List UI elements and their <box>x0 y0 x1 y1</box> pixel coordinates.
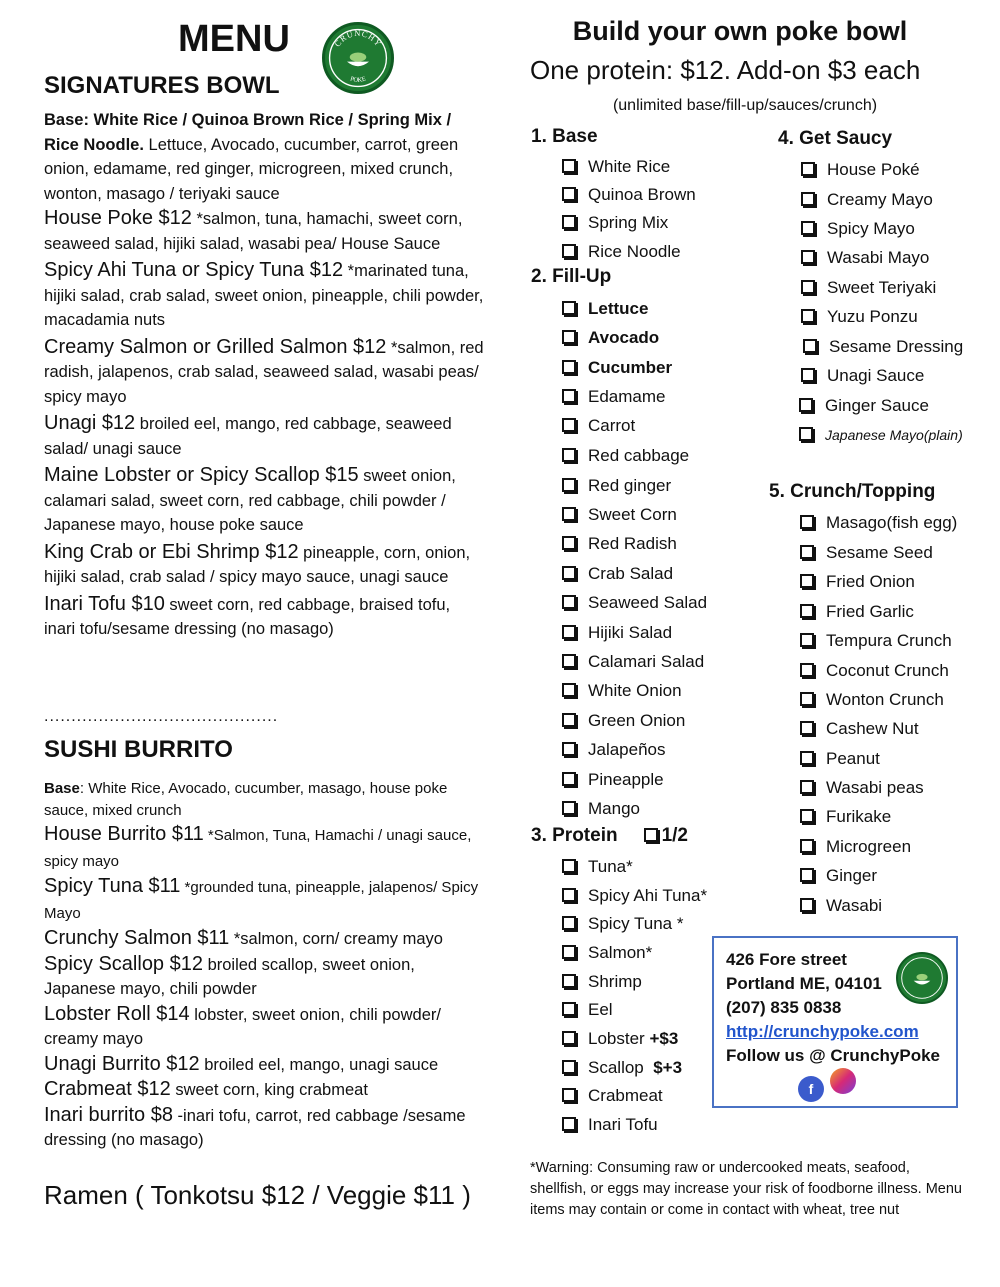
option-creamy-mayo[interactable] <box>801 188 933 212</box>
option-avocado[interactable] <box>562 326 659 350</box>
checkbox-icon[interactable] <box>562 301 576 315</box>
option-hijiki-salad[interactable] <box>562 621 672 645</box>
option-label: Wasabi <box>826 896 883 915</box>
item-name: Spicy Scallop $12 <box>44 952 203 975</box>
option-label: House Poké <box>827 160 920 179</box>
option-red-cabbage[interactable] <box>562 444 689 468</box>
item-desc: -inari tofu, carrot, red cabbage /sesame dressing (no masago) <box>44 1106 466 1149</box>
checkbox-icon[interactable] <box>801 250 815 264</box>
checkbox-icon[interactable] <box>562 772 576 786</box>
option-label: Wonton Crunch <box>826 690 944 709</box>
checkbox-icon[interactable] <box>562 159 576 173</box>
option-sweet-corn[interactable] <box>562 503 677 527</box>
option-label: Japanese Mayo(plain) <box>825 427 963 443</box>
checkbox-icon[interactable] <box>800 809 814 823</box>
checkbox-icon[interactable] <box>562 916 576 930</box>
checkbox-icon[interactable] <box>562 215 576 229</box>
checkbox-icon[interactable] <box>562 1060 576 1074</box>
logo-text-top: CRUNCHY <box>332 28 384 49</box>
option-crabmeat[interactable] <box>562 1084 663 1108</box>
checkbox-icon[interactable] <box>800 780 814 794</box>
item-name: Spicy Tuna $11 <box>44 875 181 897</box>
option-sesame-seed[interactable] <box>800 541 933 565</box>
option-label: Spicy Tuna * <box>588 914 684 933</box>
option-label: Cucumber <box>588 358 673 377</box>
checkbox-icon[interactable] <box>562 595 576 609</box>
option-label: Fried Onion <box>826 572 915 591</box>
option-label: Masago(fish egg) <box>826 513 958 532</box>
dotted-separator: ........................................... <box>44 708 279 725</box>
option-spicy-mayo[interactable] <box>801 217 915 241</box>
option-wasabi-peas[interactable] <box>800 776 924 800</box>
checkbox-icon[interactable] <box>800 604 814 618</box>
list-item <box>44 874 484 926</box>
option-spicy-tuna[interactable] <box>562 912 683 936</box>
instagram-icon[interactable] <box>830 1068 856 1094</box>
bur-base-rest: : White Rice, Avocado, cucumber, masago, house poke sauce, mixed crunch <box>44 780 448 819</box>
item-desc: pineapple, corn, onion, hijiki salad, crab salad / spicy mayo sauce, unagi sauce <box>44 543 471 586</box>
checkbox-icon[interactable] <box>562 974 576 988</box>
checkbox-icon[interactable] <box>800 663 814 677</box>
item-desc: *grounded tuna, pineapple, jalapenos/ Spicy Mayo <box>44 879 479 922</box>
option-unagi-sauce[interactable] <box>801 364 924 388</box>
option-label: Green Onion <box>588 711 686 730</box>
checkbox-icon[interactable] <box>801 192 815 206</box>
checkbox-icon[interactable] <box>562 566 576 580</box>
item-desc: broiled scallop, sweet onion, Japanese mayo, chili powder <box>44 955 415 998</box>
social-icons <box>798 1068 862 1102</box>
checkbox-icon[interactable] <box>800 545 814 559</box>
protein-half-label: 1/2 <box>661 825 688 846</box>
option-label: Tuna* <box>588 857 633 876</box>
checkbox-icon[interactable] <box>800 751 814 765</box>
option-jalapenos[interactable] <box>562 738 666 762</box>
option-label: Peanut <box>826 749 880 768</box>
crunch-heading: 5. Crunch/Topping <box>769 481 936 502</box>
option-label: Sweet Teriyaki <box>827 278 937 297</box>
checkbox-icon[interactable] <box>562 1002 576 1016</box>
list-item <box>44 411 484 461</box>
option-label: Pineapple <box>588 770 664 789</box>
option-label: Sweet Corn <box>588 505 677 524</box>
checkbox-icon[interactable] <box>562 888 576 902</box>
option-label: Rice Noodle <box>588 242 681 261</box>
option-label: Red cabbage <box>588 446 690 465</box>
sig-base-rest: Lettuce, Avocado, cucumber, carrot, green onion, edamame, red ginger, microgreen, mixed crunch, wonton, masago / teriyaki sauce <box>44 135 459 203</box>
option-eel[interactable] <box>562 998 613 1022</box>
list-item <box>44 822 484 874</box>
list-item <box>44 1052 484 1078</box>
option-rice-noodle[interactable] <box>562 240 681 264</box>
checkbox-icon[interactable] <box>562 389 576 403</box>
option-label: Crab Salad <box>588 564 674 583</box>
checkbox-icon[interactable] <box>562 360 576 374</box>
list-item <box>44 258 484 333</box>
item-name: Lobster Roll $14 <box>44 1002 190 1025</box>
checkbox-icon[interactable] <box>801 309 815 323</box>
option-label: Shrimp <box>588 972 642 991</box>
checkbox-icon[interactable] <box>562 945 576 959</box>
option-label: Yuzu Ponzu <box>827 307 918 326</box>
checkbox-icon[interactable] <box>562 330 576 344</box>
option-yuzu-ponzu[interactable] <box>801 305 918 329</box>
option-fried-garlic[interactable] <box>800 600 914 624</box>
ramen-line: Ramen ( Tonkotsu $12 / Veggie $11 ) <box>44 1180 471 1210</box>
option-label: Salmon* <box>588 943 653 962</box>
item-name: Inari burrito $8 <box>44 1103 173 1126</box>
option-label: Carrot <box>588 416 636 435</box>
option-wonton-crunch[interactable] <box>800 688 944 712</box>
checkbox-icon[interactable] <box>562 1117 576 1131</box>
item-desc: *salmon, tuna, hamachi, sweet corn, seaweed salad, hijiki salad, wasabi pea/ House Sauce <box>44 210 463 253</box>
item-name: Maine Lobster or Spicy Scallop $15 <box>44 464 359 486</box>
checkbox-icon[interactable] <box>800 868 814 882</box>
build-bowl-note: (unlimited base/fill-up/sauces/crunch) <box>612 97 878 114</box>
option-fried-onion[interactable] <box>800 570 915 594</box>
option-wasabi-mayo[interactable] <box>801 246 929 270</box>
list-item <box>44 1103 484 1153</box>
option-white-rice[interactable] <box>562 155 670 179</box>
scallop-extra-price: $+3 <box>653 1058 683 1077</box>
option-label: Inari Tofu <box>588 1115 658 1134</box>
option-wasabi[interactable] <box>800 894 882 918</box>
checkbox-icon[interactable] <box>801 162 815 176</box>
lobster-extra-price: +$3 <box>649 1029 679 1048</box>
option-label: Creamy Mayo <box>827 190 933 209</box>
option-label: Quinoa Brown <box>588 185 696 204</box>
checkbox-icon[interactable] <box>562 478 576 492</box>
option-shrimp[interactable] <box>562 970 642 994</box>
option-red-ginger[interactable] <box>562 474 671 498</box>
checkbox-icon[interactable] <box>562 625 576 639</box>
crunchy-poke-logo-small <box>896 952 948 1004</box>
list-item <box>44 540 484 590</box>
option-label: Eel <box>588 1000 613 1019</box>
item-name: Creamy Salmon or Grilled Salmon $12 <box>44 335 387 358</box>
bur-base-label: Base <box>44 780 80 797</box>
checkbox-icon[interactable] <box>801 280 815 294</box>
item-desc: *salmon, corn/ creamy mayo <box>229 930 443 948</box>
item-name: House Burrito $11 <box>44 823 204 845</box>
option-white-onion[interactable] <box>562 679 682 703</box>
checkbox-icon[interactable] <box>562 1031 576 1045</box>
item-desc: sweet onion, calamari salad, sweet corn, red cabbage, chili powder / Japanese mayo, house poke sauce <box>44 467 456 534</box>
option-label: Mango <box>588 799 640 818</box>
checkbox-icon[interactable] <box>800 633 814 647</box>
checkbox-icon[interactable] <box>800 515 814 529</box>
list-item <box>44 206 484 256</box>
option-crab-salad[interactable] <box>562 562 673 586</box>
checkbox-icon[interactable] <box>562 713 576 727</box>
item-name: Spicy Ahi Tuna or Spicy Tuna $12 <box>44 259 344 281</box>
checkbox-icon[interactable] <box>562 448 576 462</box>
food-warning: *Warning: Consuming raw or undercooked meats, seafood, shellfish, or eggs may increase your risk of foodborne illness. Menu items may contain or come in contact with wheat, tree nut <box>530 1160 962 1218</box>
option-red-radish[interactable] <box>562 532 677 556</box>
list-item <box>44 463 484 538</box>
checkbox-icon[interactable] <box>799 427 813 441</box>
option-ginger[interactable] <box>800 864 877 888</box>
option-quinoa-brown[interactable] <box>562 183 696 207</box>
logo-text-bottom: POKE <box>349 75 367 84</box>
item-name: King Crab or Ebi Shrimp $12 <box>44 540 299 563</box>
option-green-onion[interactable] <box>562 709 685 733</box>
item-name: House Poke $12 <box>44 207 192 229</box>
option-label: Lobster <box>588 1029 645 1048</box>
protein-heading-label: 3. Protein <box>531 825 618 846</box>
list-item <box>44 1077 484 1103</box>
checkbox-icon[interactable] <box>801 221 815 235</box>
checkbox-icon[interactable] <box>562 187 576 201</box>
option-peanut[interactable] <box>800 747 880 771</box>
signature-items-list <box>44 206 484 644</box>
checkbox-icon[interactable] <box>800 898 814 912</box>
option-mango[interactable] <box>562 797 640 821</box>
option-label: Spicy Mayo <box>827 219 915 238</box>
option-label: Unagi Sauce <box>827 366 925 385</box>
option-ginger-sauce[interactable] <box>799 394 929 418</box>
sig-base-options: : White Rice / Quinoa Brown Rice / Spring Mix / Rice Noodle. <box>44 111 452 154</box>
checkbox-icon[interactable] <box>562 801 576 815</box>
option-label: Crabmeat <box>588 1086 663 1105</box>
option-label: Spicy Ahi Tuna* <box>588 886 708 905</box>
option-inari-tofu[interactable] <box>562 1113 658 1137</box>
item-desc: sweet corn, red cabbage, braised tofu, inari tofu/sesame dressing (no masago) <box>44 595 451 638</box>
checkbox-icon[interactable] <box>562 536 576 550</box>
checkbox-icon[interactable] <box>800 721 814 735</box>
option-seaweed-salad[interactable] <box>562 591 707 615</box>
option-label: Red ginger <box>588 476 672 495</box>
option-label: Seaweed Salad <box>588 593 708 612</box>
option-furikake[interactable] <box>800 805 891 829</box>
checkbox-icon[interactable] <box>562 244 576 258</box>
svg-text:CRUNCHY <box>333 29 383 49</box>
option-tempura-crunch[interactable] <box>800 629 952 653</box>
phone-number: (207) 835 0838 <box>726 998 842 1017</box>
menu-title: MENU <box>178 18 290 60</box>
option-label: Sesame Seed <box>826 543 933 562</box>
base-heading: 1. Base <box>531 126 598 147</box>
checkbox-icon[interactable] <box>562 859 576 873</box>
item-desc: *marinated tuna, hijiki salad, crab salad, sweet onion, pineapple, chili powder, macadamia nuts <box>44 262 484 329</box>
checkbox-icon[interactable] <box>562 654 576 668</box>
checkbox-icon[interactable] <box>803 339 817 353</box>
item-name: Unagi $12 <box>44 412 136 434</box>
option-sweet-teriyaki[interactable] <box>801 276 936 300</box>
option-tuna[interactable] <box>562 855 633 879</box>
option-label: Calamari Salad <box>588 652 705 671</box>
option-label: Avocado <box>588 328 660 347</box>
burrito-items-list <box>44 822 484 1153</box>
fillup-heading: 2. Fill-Up <box>531 266 612 287</box>
option-label: Fried Garlic <box>826 602 914 621</box>
option-label: Hijiki Salad <box>588 623 673 642</box>
list-item <box>44 952 484 1002</box>
checkbox-icon[interactable] <box>562 1088 576 1102</box>
item-name: Unagi Burrito $12 <box>44 1052 200 1075</box>
option-label: Red Radish <box>588 534 677 553</box>
build-bowl-price: One protein: $12. Add-on $3 each <box>530 55 921 85</box>
item-desc: *Salmon, Tuna, Hamachi / unagi sauce, spicy mayo <box>44 827 472 870</box>
signatures-heading: SIGNATURES BOWL <box>44 72 280 99</box>
option-scallop[interactable] <box>562 1056 682 1080</box>
option-japanese-mayo[interactable] <box>799 423 963 447</box>
checkbox-icon[interactable] <box>562 507 576 521</box>
checkbox-icon[interactable] <box>562 683 576 697</box>
checkbox-icon[interactable] <box>800 839 814 853</box>
website-link[interactable]: http://crunchypoke.com <box>726 1022 919 1041</box>
signatures-base-text <box>44 108 484 206</box>
option-carrot[interactable] <box>562 414 635 438</box>
saucy-heading: 4. Get Saucy <box>778 128 893 149</box>
option-microgreen[interactable] <box>800 835 911 859</box>
crunchy-poke-logo <box>322 22 394 94</box>
option-label: Wasabi peas <box>826 778 924 797</box>
checkbox-icon[interactable] <box>800 574 814 588</box>
checkbox-icon[interactable] <box>799 398 813 412</box>
address-line1: 426 Fore street <box>726 950 847 969</box>
option-house-poke[interactable] <box>801 158 920 182</box>
option-salmon[interactable] <box>562 941 652 965</box>
option-label: Wasabi Mayo <box>827 248 930 267</box>
item-name: Inari Tofu $10 <box>44 592 165 615</box>
option-lettuce[interactable] <box>562 297 648 321</box>
checkbox-icon[interactable] <box>801 368 815 382</box>
option-label: Tempura Crunch <box>826 631 952 650</box>
list-item <box>44 1002 484 1052</box>
item-name: Crunchy Salmon $11 <box>44 927 230 949</box>
option-label: White Rice <box>588 157 671 176</box>
address-line2: Portland ME, 04101 <box>726 974 882 993</box>
burrito-base-text <box>44 778 484 822</box>
option-label: Sesame Dressing <box>829 337 964 356</box>
option-label: Jalapeños <box>588 740 666 759</box>
item-desc: sweet corn, king crabmeat <box>170 1081 368 1099</box>
protein-heading <box>531 825 688 847</box>
list-item <box>44 592 484 642</box>
item-name: Crabmeat $12 <box>44 1078 171 1100</box>
item-desc: broiled eel, mango, unagi sauce <box>199 1055 439 1074</box>
option-cashew-nut[interactable] <box>800 717 919 741</box>
facebook-icon[interactable]: f <box>798 1076 824 1102</box>
option-label: Lettuce <box>588 299 649 318</box>
option-label: Microgreen <box>826 837 912 856</box>
sushi-burrito-heading: SUSHI BURRITO <box>44 736 233 763</box>
checkbox-icon[interactable] <box>800 692 814 706</box>
checkbox-icon[interactable] <box>562 742 576 756</box>
item-desc: lobster, sweet onion, chili powder/ creamy mayo <box>44 1005 441 1048</box>
list-item <box>44 926 484 952</box>
sig-base-label: Base <box>44 111 84 129</box>
option-masago[interactable] <box>800 511 957 535</box>
option-coconut-crunch[interactable] <box>800 659 949 683</box>
option-label: White Onion <box>588 681 682 700</box>
option-label: Scallop <box>588 1058 644 1077</box>
option-label: Cashew Nut <box>826 719 919 738</box>
option-label: Spring Mix <box>588 213 669 232</box>
option-pineapple[interactable] <box>562 768 664 792</box>
option-lobster[interactable] <box>562 1027 678 1051</box>
option-label: Edamame <box>588 387 666 406</box>
build-bowl-title: Build your own poke bowl <box>572 16 908 46</box>
list-item <box>44 335 484 410</box>
option-cucumber[interactable] <box>562 356 672 380</box>
option-label: Ginger Sauce <box>825 396 929 415</box>
item-desc: broiled eel, mango, red cabbage, seaweed salad/ unagi sauce <box>44 415 452 458</box>
option-label: Coconut Crunch <box>826 661 949 680</box>
item-desc: *salmon, red radish, jalapenos, crab salad, seaweed salad, wasabi peas/ spicy mayo <box>44 338 484 406</box>
option-spicy-ahi-tuna[interactable] <box>562 884 707 908</box>
svg-text:POKE <box>349 75 367 84</box>
follow-us-text: Follow us @ CrunchyPoke <box>726 1046 940 1065</box>
option-calamari-salad[interactable] <box>562 650 704 674</box>
half-protein-checkbox[interactable] <box>644 828 658 842</box>
option-label: Ginger <box>826 866 878 885</box>
option-label: Furikake <box>826 807 892 826</box>
option-sesame-dressing[interactable] <box>803 335 963 359</box>
option-edamame[interactable] <box>562 385 665 409</box>
checkbox-icon[interactable] <box>562 418 576 432</box>
contact-box <box>712 936 958 1108</box>
option-spring-mix[interactable] <box>562 211 668 235</box>
